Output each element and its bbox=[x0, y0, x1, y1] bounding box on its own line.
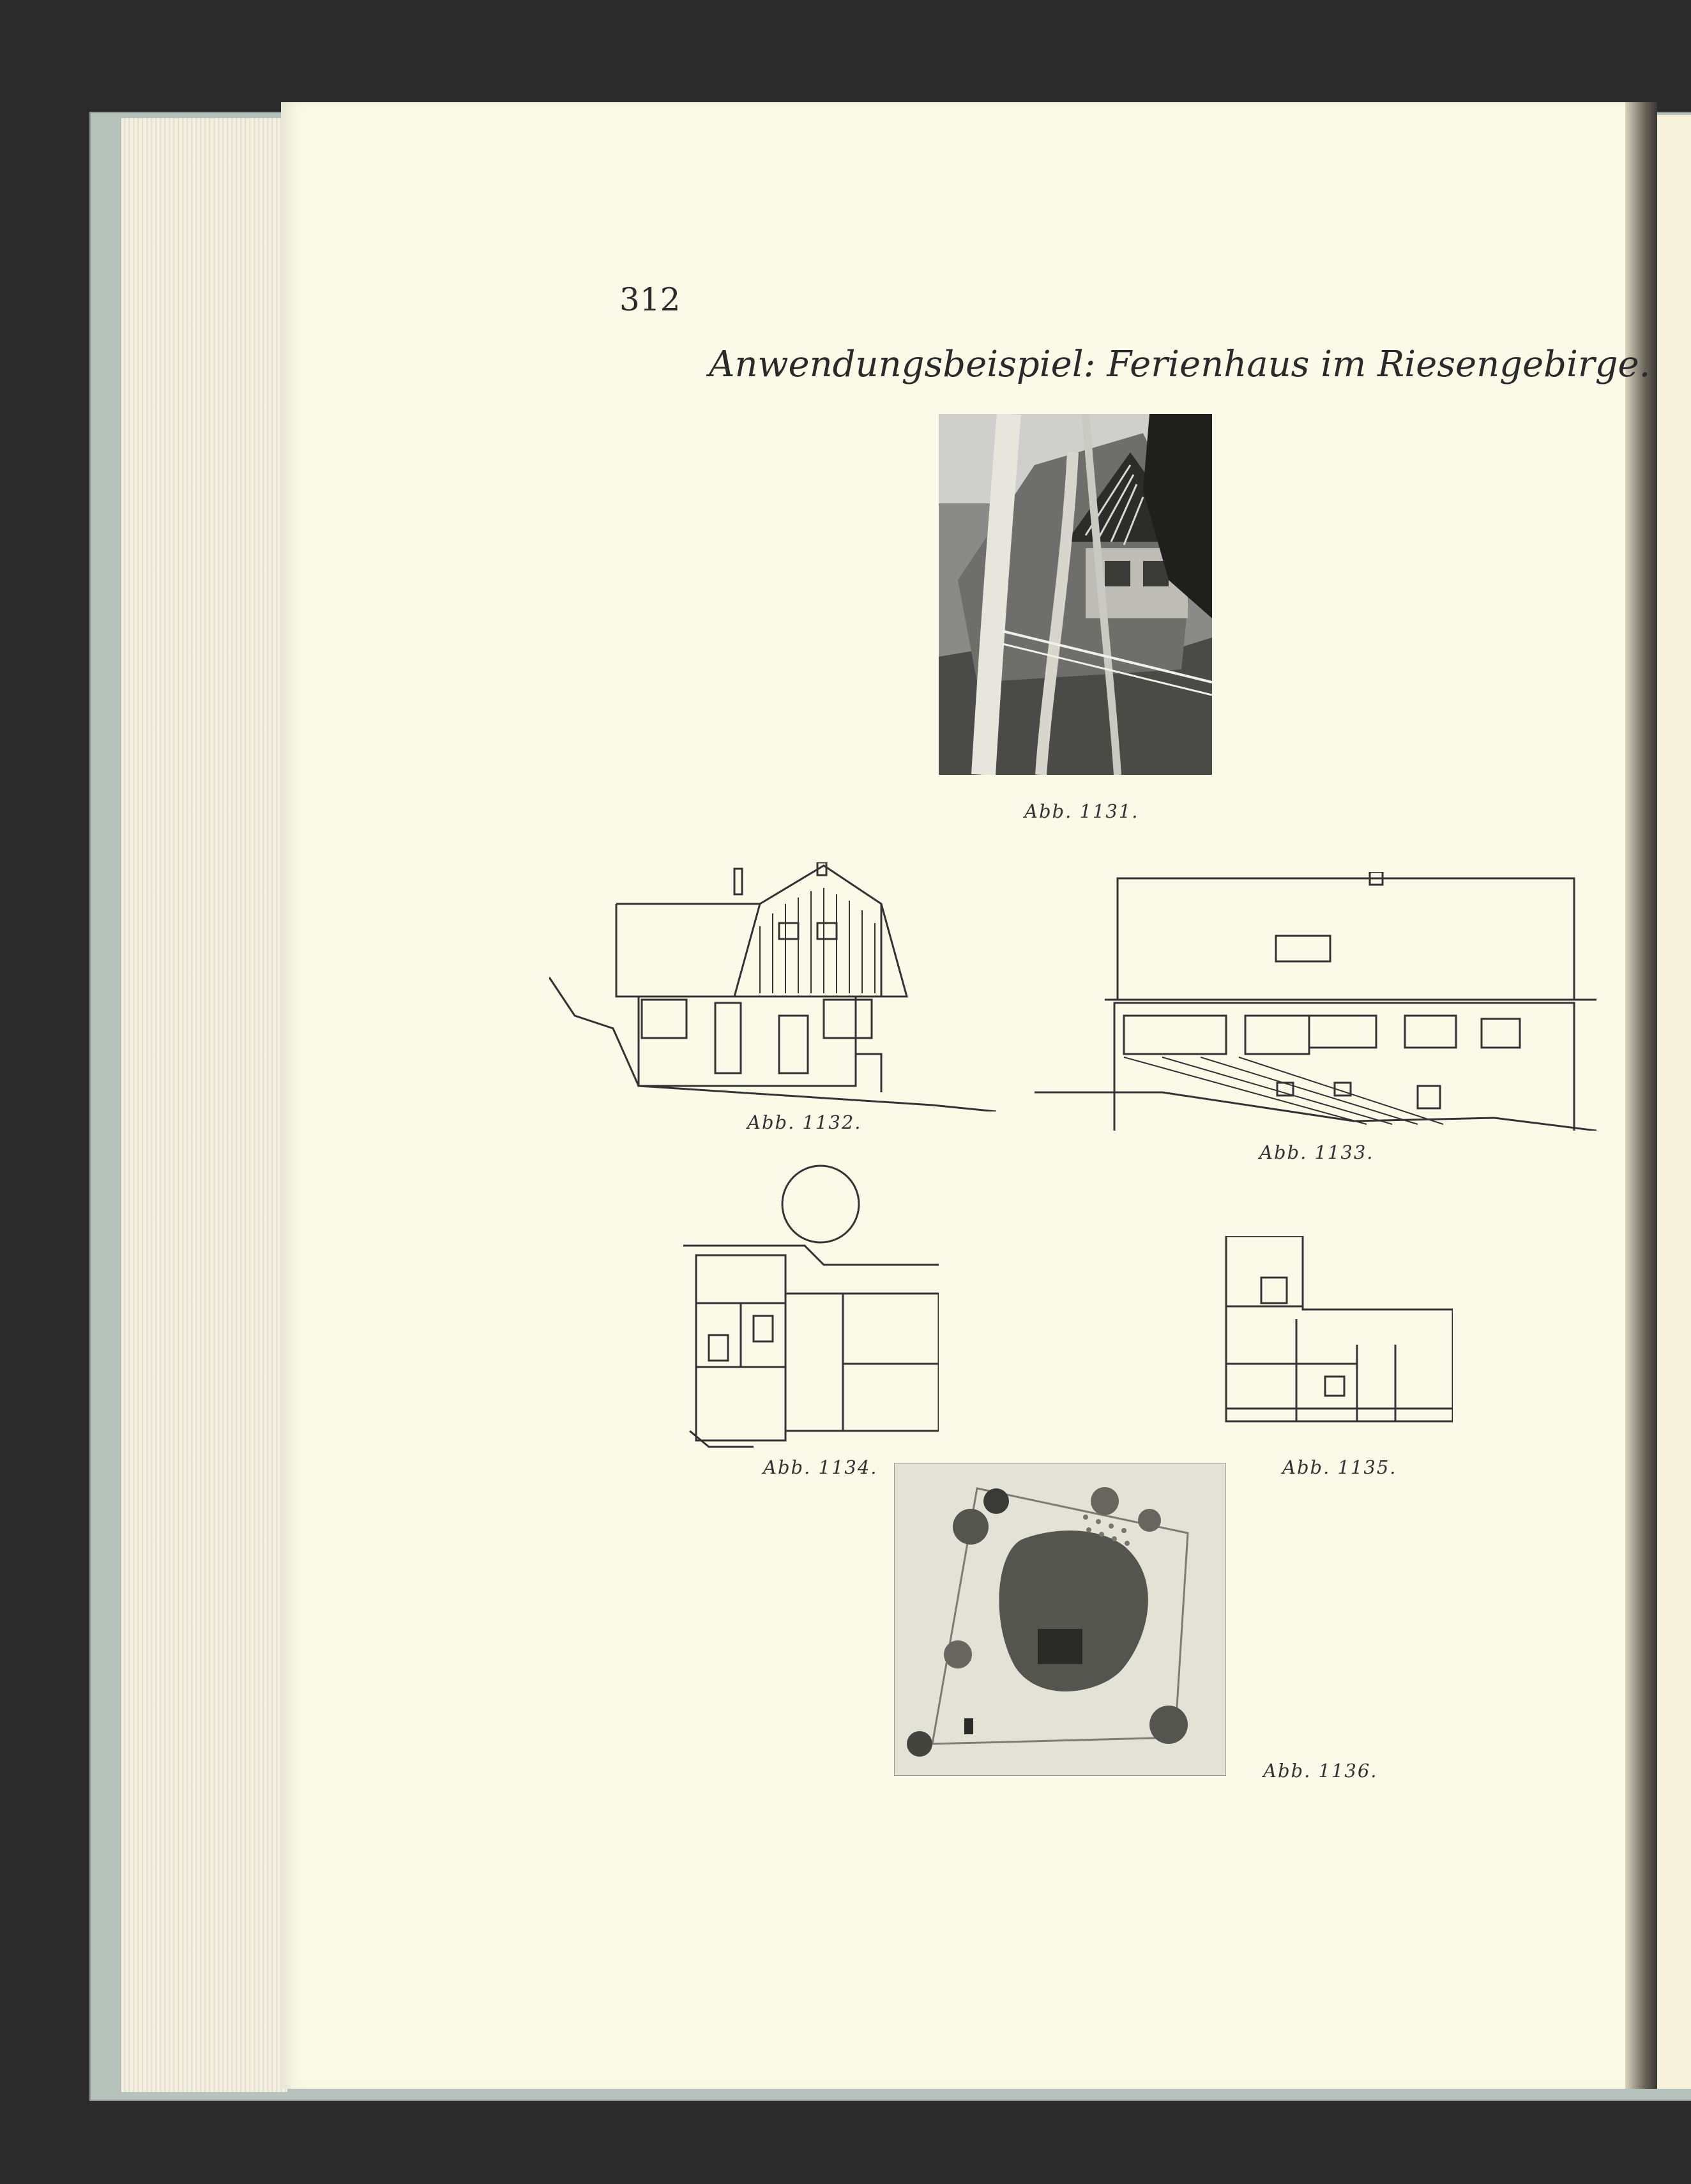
page-number: 312 bbox=[619, 281, 681, 318]
page-title: Anwendungsbeispiel: Ferienhaus im Riesengebirge. bbox=[709, 344, 1651, 385]
figure-1133-elevation bbox=[1035, 872, 1596, 1131]
figure-1136-site-plan bbox=[894, 1463, 1226, 1776]
facing-page-edge bbox=[1657, 115, 1691, 2089]
figure-1132-elevation bbox=[549, 862, 1003, 1111]
figure-1131-photo bbox=[939, 414, 1212, 775]
figure-1134-floor-plan bbox=[658, 1156, 939, 1450]
caption-abb-1134: Abb. 1134. bbox=[763, 1456, 878, 1478]
caption-abb-1133: Abb. 1133. bbox=[1259, 1142, 1374, 1163]
caption-abb-1132: Abb. 1132. bbox=[747, 1111, 862, 1133]
page-edges bbox=[121, 118, 287, 2092]
caption-abb-1135: Abb. 1135. bbox=[1282, 1456, 1397, 1478]
caption-abb-1131: Abb. 1131. bbox=[1024, 800, 1139, 822]
caption-abb-1136: Abb. 1136. bbox=[1263, 1760, 1378, 1782]
figure-1135-floor-plan bbox=[1223, 1236, 1453, 1428]
book-gutter bbox=[1625, 102, 1657, 2089]
